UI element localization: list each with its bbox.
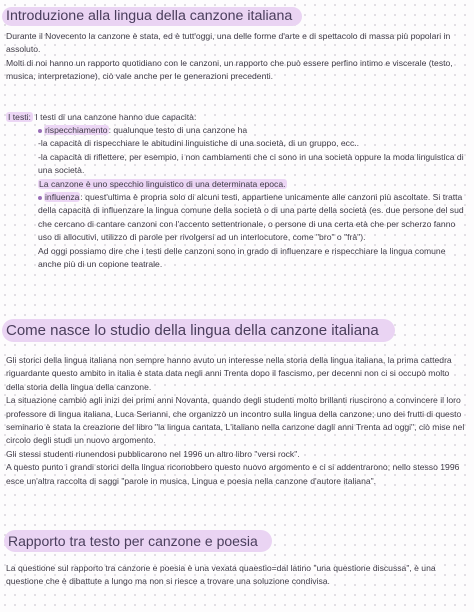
bullet-rispecchiamento [38,124,468,137]
section3-p1: La questione sul rapporto tra canzone e poesia è una vexata quaestio=dal latino "una questione discussa", è una questione che è dibattute a lungo ma non si riesce a trovare una soluzione condivisa. [6,563,436,587]
bullet1-label: rispecchiamento [45,125,108,135]
section3-body [6,562,468,589]
mirror-statement [38,178,468,191]
section2-title: Come nasce lo studio della lingua della canzone italiana [2,319,395,342]
dash-item-2: -la capacità di riflettere, per esempio, i non cambiamenti che ci sono in una società oppure la moda linguistica di una società. [38,151,464,176]
section2-p2: La situazione cambiò agli inizi dei primi anni Novanta, quando degli studenti molto brillanti riuscirono a convincere il loro professore di lingua italiana, Luca Serianni, che organizzò un incontro sulla lingua della canzone; uno dei frutti di questo seminario è stata la creazione del libro "la lingua cantata, L'italiano nella canzone dagli anni Trenta ad oggi", ciò mise nel circolo degli studi un nuovo argomento. [6,395,465,446]
bullet2-text: : quest'ultima è propria solo di alcuni testi, appartiene unicamente alle canzoni più ascoltate. Si tratta della capacità di influenzare la lingua comune della società o di una parte della società (es. due persone del sud che cercano di cantare canzoni con l'accento settentrionale, o persone di una certa età che per scherzo fanno uso di allocutivi, utilizzo di parole per rivolgersi ad un interlocutore, come "bro" o "frà"). [38,192,464,243]
texts-line1: I testi di una canzone hanno due capacità: [35,112,197,122]
bullet-dot-icon [38,129,42,133]
section2-p3: Gli stessi studenti riunendosi pubblicarono nel 1996 un altro libro "versi rock". [6,448,300,459]
section1-texts-block [6,111,468,124]
section1-intro-text: Durante il Novecento la canzone è stata, ed è tutt'oggi, una delle forme d'arte e di spettacolo di massa più popolari in assoluto. [6,31,451,55]
bullet2-label: influenza [45,192,80,203]
section2-p4: A questo punto i grandi storici della lingua riconobbero questo nuovo argomento e ci si addentrarono; nello stesso 1996 esce un'altra raccolta di saggi "parole in musica, Lingua e poesia nella canzone d'autore italiana". [6,462,460,486]
bullet1-text: : qualunque testo di una canzone ha [108,125,248,135]
section2-body [6,354,468,488]
section3-title: Rapporto tra testo per canzone e poesia [4,530,272,552]
capacities-list [38,124,468,271]
texts-tag: I testi: [8,112,31,122]
section1-intro [6,30,468,84]
bullet-dot-icon [38,196,42,200]
section1-para2: Molti di noi hanno un rapporto quotidiano con le canzoni, un rapporto che può essere perfino intimo e viscerale (testo, musica, interpretazione), ciò vale anche per le generazioni precedenti. [6,57,453,82]
closing-statement: Ad oggi possiamo dire che i testi delle canzoni sono in grado di influenzare e rispecchiare la lingua comune anche più di un copione teatrale. [38,245,446,270]
mirror-highlight: La canzone è uno specchio linguistico di una determinata epoca. [39,178,286,189]
section1-title: Introduzione alla lingua della canzone italiana [2,7,302,26]
bullet-influenza [38,191,468,245]
dash-item-1: -la capacità di rispecchiare le abitudini linguistiche di una società, di un gruppo, ecc.. [38,138,360,149]
section2-p1: Gli storici della lingua italiana non sempre hanno avuto un interesse nella storia della lingua italiana, la prima cattedra riguardante questo ambito in italia è stata data negli anni Trenta dopo il fascismo, per decenni non ci si occupò molto della storia della lingua della canzone. [6,355,452,392]
